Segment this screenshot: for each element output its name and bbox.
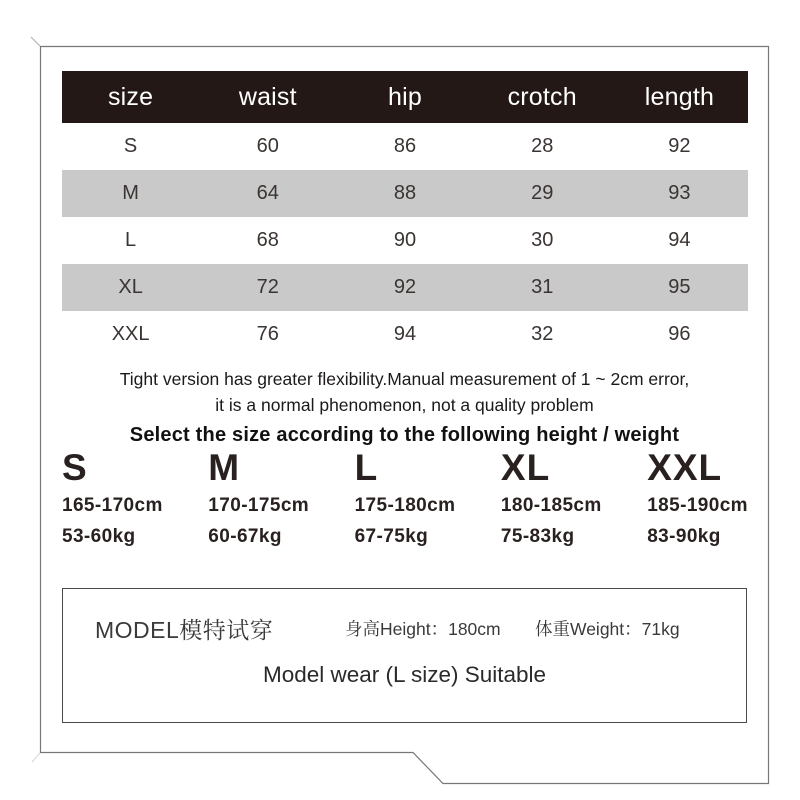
guide-column-l (355, 449, 456, 548)
frame-corner-tick-bottom (32, 753, 40, 762)
waist-cell: 60 (256, 135, 279, 157)
hip-cell: 90 (393, 229, 417, 251)
height-weight-guide (62, 449, 748, 548)
guide-weight-range: 60-67kg (208, 526, 282, 547)
column-header-length: length (644, 82, 715, 111)
guide-column-xl (501, 449, 602, 548)
crotch-cell: 29 (531, 182, 554, 204)
length-cell: 94 (668, 229, 691, 251)
size-table (62, 71, 748, 358)
column-header-hip: hip (388, 82, 422, 111)
guide-height-range: 175-180cm (354, 495, 456, 516)
length-cell: 95 (668, 276, 691, 298)
model-info-box (62, 588, 747, 723)
guide-size-label: M (208, 447, 241, 488)
model-weight-label: 体重Weight： (535, 619, 642, 639)
model-height-value: 180cm (448, 619, 501, 639)
hip-cell: 94 (393, 323, 417, 345)
guide-weight-range: 75-83kg (500, 526, 575, 547)
note-line-2: it is a normal phenomenon, not a quality problem (215, 395, 594, 415)
size-cell: M (122, 182, 139, 204)
column-header-size: size (107, 82, 154, 111)
crotch-cell: 32 (531, 323, 554, 345)
size-cell: XXL (111, 323, 150, 345)
waist-cell: 72 (256, 276, 279, 298)
size-cell: S (123, 135, 138, 157)
guide-column-xxl (647, 449, 748, 548)
guide-size-label: S (62, 447, 88, 488)
crotch-cell: 28 (531, 135, 554, 157)
model-wear-note: Model wear (L size) Suitable (262, 662, 547, 687)
column-header-crotch: crotch (507, 82, 577, 111)
column-header-waist: waist (238, 82, 297, 111)
guide-weight-range: 83-90kg (647, 526, 721, 547)
select-size-heading: Select the size according to the following height / weight (129, 424, 680, 446)
guide-height-range: 170-175cm (208, 495, 310, 516)
table-row (62, 311, 748, 358)
guide-weight-range: 67-75kg (354, 526, 429, 547)
waist-cell: 76 (256, 323, 279, 345)
model-weight-value: 71kg (641, 619, 680, 639)
guide-column-s (62, 449, 163, 548)
length-cell: 96 (668, 323, 691, 345)
guide-weight-range: 53-60kg (62, 526, 136, 547)
table-row (62, 264, 748, 311)
note-line-1: Tight version has greater flexibility.Manual measurement of 1 ~ 2cm error, (119, 369, 690, 389)
measurement-notes (40, 366, 769, 447)
guide-height-range: 185-190cm (647, 495, 748, 516)
guide-size-label: XL (500, 447, 551, 488)
length-cell: 93 (668, 182, 691, 204)
guide-height-range: 165-170cm (62, 495, 163, 516)
length-cell: 92 (668, 135, 691, 157)
guide-size-label: L (354, 447, 379, 488)
guide-size-label: XXL (647, 447, 723, 488)
crotch-cell: 30 (531, 229, 554, 251)
table-row (62, 123, 748, 170)
model-weight (535, 616, 680, 641)
table-row (62, 217, 748, 264)
size-table-header-row (62, 71, 748, 123)
frame-corner-tick-top (31, 37, 40, 46)
model-height-label: 身高Height： (345, 619, 449, 639)
waist-cell: 68 (256, 229, 279, 251)
model-title: MODEL模特试穿 (95, 617, 274, 643)
guide-height-range: 180-185cm (500, 495, 602, 516)
guide-column-m (208, 449, 309, 548)
hip-cell: 88 (393, 182, 417, 204)
model-height (345, 616, 501, 641)
size-cell: XL (118, 276, 143, 298)
hip-cell: 86 (393, 135, 417, 157)
table-row (62, 170, 748, 217)
crotch-cell: 31 (531, 276, 554, 298)
hip-cell: 92 (393, 276, 417, 298)
waist-cell: 64 (256, 182, 279, 204)
size-cell: L (125, 229, 137, 251)
